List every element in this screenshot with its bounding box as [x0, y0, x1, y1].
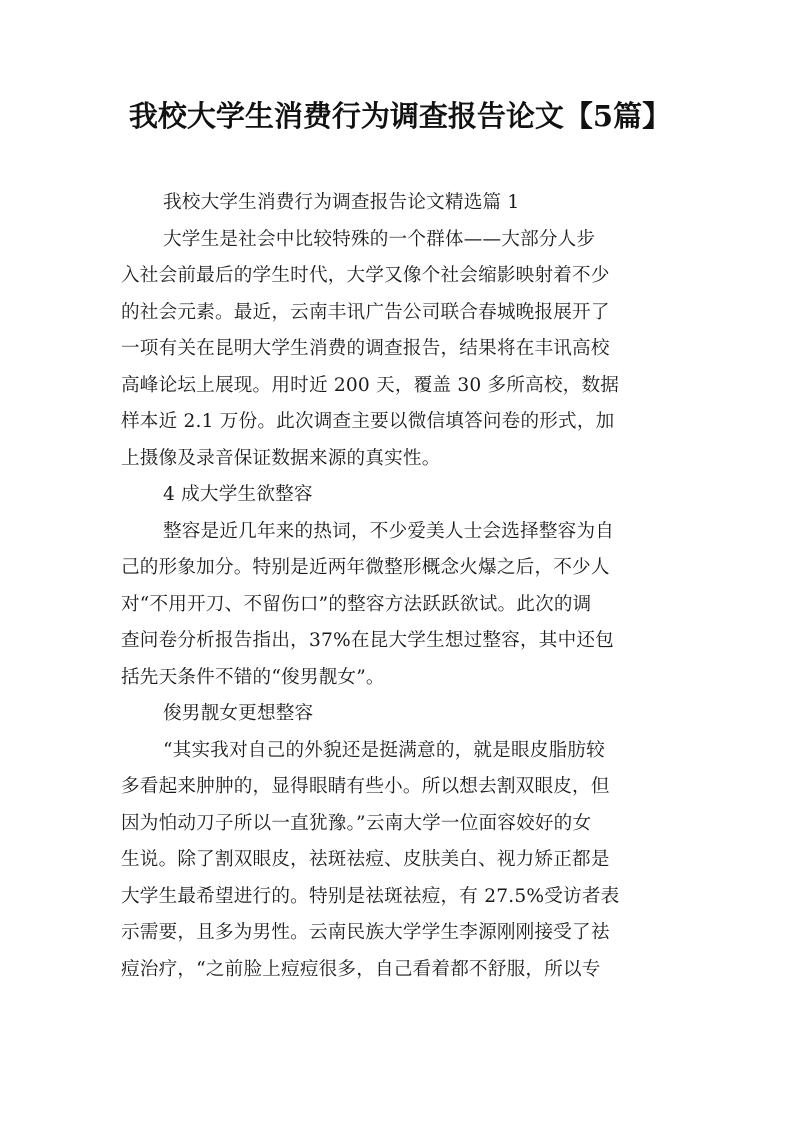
- text-line: 我校大学生消费行为调查报告论文精选篇 1: [163, 192, 520, 213]
- text-line: 4 成大学生欲整容: [163, 484, 313, 505]
- text-line: 俊男靓女更想整容: [163, 703, 314, 724]
- text-line: 因为怕动刀子所以一直犹豫。”云南大学一位面容姣好的女: [121, 812, 592, 834]
- text-line: 查问卷分析报告指出，37%在昆大学生想过整容，其中还包: [121, 630, 614, 651]
- text-line: 入社会前最后的学生时代，大学又像个社会缩影映射着不少: [121, 265, 610, 286]
- text-line: 多看起来肿肿的，显得眼睛有些小。所以想去割双眼皮，但: [121, 776, 610, 797]
- text-line: 大学生最希望进行的。特别是祛斑祛痘，有 27.5%受访者表: [121, 885, 620, 907]
- text-line: 示需要，且多为男性。云南民族大学学生李源刚刚接受了祛: [121, 922, 610, 943]
- text-line: 己的形象加分。特别是近两年微整形概念火爆之后，不少人: [121, 557, 610, 578]
- text-line: “其实我对自己的外貌还是挺满意的，就是眼皮脂肪较: [163, 739, 605, 761]
- text-line: 整容是近几年来的热词，不少爱美人士会选择整容为自: [163, 520, 615, 542]
- text-line: 高峰论坛上展现。用时近 200 天，覆盖 30 多所高校，数据: [121, 374, 620, 396]
- text-line: 生说。除了割双眼皮，祛斑祛痘、皮肤美白、视力矫正都是: [121, 849, 610, 870]
- text-line: 大学生是社会中比较特殊的一个群体——大部分人步: [163, 228, 596, 250]
- document-body: [121, 185, 681, 988]
- text-line: 的社会元素。最近，云南丰讯广告公司联合春城晚报展开了: [121, 301, 610, 323]
- text-line: 痘治疗，“之前脸上痘痘很多，自己看着都不舒服，所以专: [121, 958, 601, 980]
- text-line: 括先天条件不错的“俊男靓女”。: [121, 666, 385, 688]
- text-line: 样本近 2.1 万份。此次调查主要以微信填答问卷的形式，加: [121, 411, 615, 432]
- document-title: 我校大学生消费行为调查报告论文【5篇】: [128, 99, 672, 133]
- text-line: 上摄像及录音保证数据来源的真实性。: [121, 447, 441, 469]
- text-line: 对“不用开刀、不留伤口”的整容方法跃跃欲试。此次的调: [121, 593, 592, 615]
- text-line: 一项有关在昆明大学生消费的调查报告，结果将在丰讯高校: [121, 338, 610, 359]
